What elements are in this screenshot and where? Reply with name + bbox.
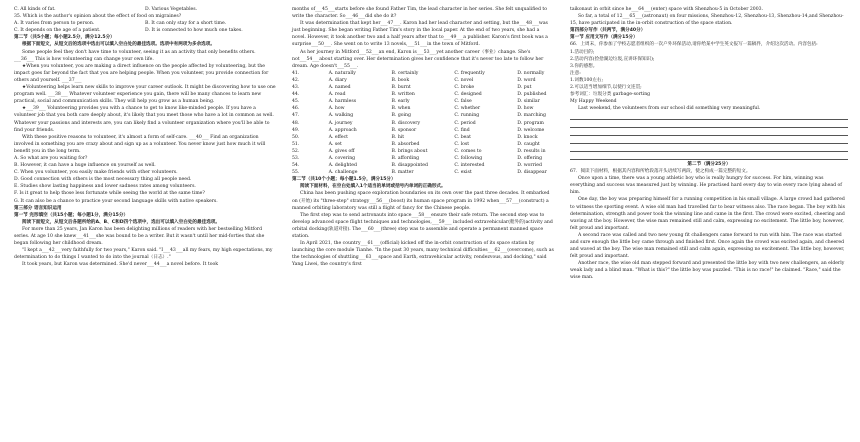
cloze-option: A. challenge (328, 170, 358, 176)
cloze-option-row (292, 127, 554, 134)
grammar-paragraph: So far, a total of 12___65___(astronaut) on four missions, Shenzhou-12, Shenzhou-13, Shenzhou-14,and Shenzhou-15, have participated in the in-orbit construction of the space station. (570, 14, 844, 27)
option-e: E. Studies show lasting happiness and lower sadness rates among volunteers. (14, 184, 196, 190)
cloze-option: B. book (391, 77, 410, 83)
cloze-option: C. beat (454, 134, 471, 140)
cloze-option: D. welcome (517, 127, 545, 133)
section-heading: 第二节（共10个小题；每小题1.5分，满分15分） (292, 177, 396, 183)
option-a: A. So what are you waiting for? (14, 155, 88, 161)
cloze-option-row (292, 84, 554, 91)
section-heading: 第一节 应用文写作（满分15分） (570, 35, 638, 41)
cloze-option: A. gives off (328, 148, 355, 154)
cloze-option: A. effect (328, 134, 349, 140)
answer-line (570, 112, 848, 120)
content-point: 2.活动内容(捡拾湖边垃圾,宣讲环保知识); (570, 56, 655, 62)
note-item: 参考词汇：垃圾分类 garbage-sorting (570, 92, 651, 98)
cloze-paragraph: It took years, but Karon was determined. She'd never___44___a novel before. It took (22, 262, 219, 268)
cloze-option-row (292, 77, 554, 84)
question-number: 49. (292, 127, 300, 133)
option-f: F. Is it great to help those less fortunate while seeing the world at the same time? (14, 191, 205, 197)
cloze-option: B. disappointed (391, 163, 428, 169)
cloze-option: B. going (391, 113, 411, 119)
cloze-option: D. knock (517, 134, 538, 140)
answer-line (570, 129, 848, 137)
q35-option-b: B. It can only stay for a short time. (145, 21, 227, 27)
cloze-option-row (292, 148, 554, 155)
option-c: C. When you volunteer, you easily make friends with other volunteers. (14, 170, 178, 176)
cloze-option: D. caught (517, 141, 540, 147)
cloze-option: D. disappear (517, 170, 547, 176)
question-number: 42. (292, 77, 300, 83)
essay-opening: Last weekend, the volunteers from our school did something very meaningful. (578, 106, 761, 112)
answer-line (570, 121, 848, 129)
cloze-option: C. false (454, 99, 472, 105)
cloze-option: D. published (517, 92, 547, 98)
cloze-option: C. period (454, 120, 476, 126)
passage-paragraph: ★When you volunteer, you are making a direct influence on the people affected by volunteering, but the impact goes far beyond the fact that you are helping people. When you volunteer, you provide connection for others and yourself. ___37___ (14, 63, 269, 83)
cloze-option: A. journey (328, 120, 353, 126)
cloze-option-row (292, 162, 554, 169)
cloze-option-row (292, 105, 554, 112)
cloze-option-row (292, 70, 554, 77)
cloze-option: C. comes to (454, 148, 482, 154)
section-heading: 第一节 完形填空（共15小题；每小题1分，满分15分） (14, 212, 129, 218)
cloze-option: D. normally (517, 70, 545, 76)
question-number: 48. (292, 120, 300, 126)
story-paragraph: A second race was called and two new young fit challengers came forward to run with him. The race was started and sure enough the little boy came through and finished first. Once again the crowd was excited again, and cheered and waved at the boy. The wise man remained still and calm again, expressing no excitement. The little boy, however, felt proud and important. (570, 232, 845, 260)
answer-line (570, 145, 848, 153)
cloze-option: B. hit (391, 134, 405, 140)
grammar-paragraph: The first step was to send astronauts into space___58___ensure their safe return. The second step was to develop advanced space flight techniques and technologies,___59___ included extravehicular(舱外的)activity and orbital docking(轨道对接). The___60___(three) step was to assemble and operate a permanent manned space station. (292, 212, 553, 239)
passage-paragraph: ★Volunteering helps learn new skills to improve your career outlook. It might be discovering how to use one program well. ___38___ Whatever volunteer experience you gain, there will be many chances to learn new practical, social and communication skills. They will help you grow as a human being. (14, 85, 276, 105)
cloze-option: C. frequently (454, 70, 485, 76)
note-item: 2.可以适当增加细节,以使行文连贯; (570, 85, 642, 91)
cloze-option: C. running (454, 113, 480, 119)
section-instructions: 阅读下面短文，从短文后各题所给的A、B、C和D四个选项中，选出可以填入空白处的最佳选项。 (22, 219, 220, 225)
cloze-option: C. interested (454, 163, 485, 169)
question-number: 51. (292, 141, 300, 147)
cloze-option: D. offering (517, 155, 543, 161)
writing-task-67: 67．阅读下面材料，根据其内容和所给段落开头语续写两段，使之构成一篇完整的短文。 (570, 169, 751, 175)
note-item: 1.词数100左右; (570, 77, 604, 83)
passage-paragraph: With these positive reasons to volunteer, it's almost a form of self-care. ___40___ Find an organization involved in something you are crazy about and sign up as a volunteer. You never know just how much it will benefit you in the long term. (14, 134, 266, 154)
answer-line (570, 137, 848, 145)
cloze-option-row (292, 169, 554, 176)
cloze-option: C. following (454, 155, 483, 161)
cloze-option: B. written (391, 92, 415, 98)
cloze-option: A. set (328, 141, 342, 147)
cloze-option-row (292, 141, 554, 148)
option-d: D. Good connection with others is the most necessary thing all people need. (14, 177, 192, 183)
cloze-option: D. how (517, 106, 534, 112)
question-number: 47. (292, 113, 300, 119)
story-paragraph: One day, the boy was preparing himself for a running competition in his small village. A large crowd had gathered to witness the sporting event. A wise old man had travelled far to bear witness also. The race began. The boy with his determination, strength and power took the winning line and came in the first. The crowd were excited, cheering and waving at the boy. However, the wise man remained still and calm, expressing no excitement. The little boy, however, felt proud and important. (570, 197, 845, 231)
cloze-option: D. results in (517, 148, 546, 154)
cloze-option: C. whether (454, 106, 481, 112)
cloze-option: D. similar (517, 99, 540, 105)
cloze-option: D. word (517, 77, 536, 83)
question-number: 44. (292, 92, 300, 98)
cloze-option: B. sponsor (391, 127, 417, 133)
cloze-option: B. burnt (391, 85, 411, 91)
cloze-option: B. when (391, 106, 411, 112)
column-middle (292, 6, 554, 268)
cloze-option: A. read (328, 92, 346, 98)
cloze-option: A. how (328, 106, 345, 112)
q34-option-d: D. Various Vegetables. (145, 7, 198, 12)
answer-line (570, 153, 848, 161)
q35-question: 35. Which is the author's opinion about the effect of food on migraines? (14, 14, 182, 20)
cloze-option: B. certainly (391, 70, 419, 76)
cloze-paragraph: As her journey in Mitford___52___an end, Karon is___53___yet another career（事业）change. She's not___54___about starting over. Her determination gives her confidence that it's never too late to follow her dream. Age doesn't___55___. (292, 49, 544, 69)
cloze-option: C. broke (454, 85, 475, 91)
q35-option-d: D. It is connected to how much one takes. (145, 28, 243, 34)
cloze-option: B. absorbed (391, 141, 420, 147)
cloze-options-list (292, 70, 554, 176)
answer-lines (570, 112, 848, 160)
column-left (14, 6, 276, 268)
option-b: B. However, it can have a huge influence on yourself as well. (14, 163, 156, 169)
cloze-option: A. delighted (328, 163, 357, 169)
cloze-option-row (292, 155, 554, 162)
section-heading: 第二节（共5小题；每小题2.5分，满分12.5分） (14, 35, 115, 41)
cloze-option: C. exist (454, 170, 472, 176)
q35-option-c: C. It depends on the age of a patient. (14, 28, 101, 34)
cloze-option-row (292, 120, 554, 127)
cloze-option: A. naturally (328, 70, 356, 76)
part-heading: 第四部分写作（共两节，满分40分） (570, 28, 646, 34)
grammar-paragraph: China has been pushing space exploration boundaries on its own over the past three decades. It embarked on (开始) its "three-step" strategy___56___(boost) its human space program in 1992 when___57___(construct) a manned orbiting laboratory was still a flight of fancy for the Chinese people. (292, 191, 550, 211)
q34-options (14, 6, 276, 13)
section-instructions: 阅读下面材料，在空白处填入1个适当的单词或括号内单词的正确形式。 (300, 184, 446, 190)
question-number: 54. (292, 163, 300, 169)
cloze-paragraph: "I kept a___42___very faithfully for two years," Karon said. "I___43___all my fears, my high expectations, my determination to do things I wanted to do into the journal（日志）." (14, 248, 273, 261)
content-point: 3.你的感想。 (570, 63, 598, 69)
cloze-option: A. walking (328, 113, 354, 119)
cloze-option: D. marching (517, 113, 546, 119)
grammar-paragraph: In April 2021, the country___61___(official) kicked off the in-orbit construction of its space station by launching the core module Tianhe. "In the past 30 years, many technical difficulties___62___(overcome), such as the technologies of shuttling___63___space and Earth, extravehicular activity, rendezvous, and docking," said Yang Liwei, the country's first (292, 241, 554, 268)
cloze-option-row (292, 134, 554, 141)
cloze-option: C. designed (454, 92, 482, 98)
cloze-option-row (292, 91, 554, 98)
column-right (570, 6, 848, 282)
cloze-option: D. worried (517, 163, 542, 169)
cloze-option: A. harmless (328, 99, 357, 105)
q35-options-ab (14, 20, 276, 27)
question-number: 55. (292, 170, 300, 176)
cloze-option: B. brings about (391, 148, 428, 154)
cloze-option: B. discovery (391, 120, 421, 126)
story-paragraph: Another race, the wise old man stepped forward and presented the little boy with two new challengers, an elderly weak lady and a blind man. "What is this?" the little boy was puzzled. "This is no race!" he claimed. "Race," said the wise man. (570, 261, 845, 281)
cloze-option: D. put (517, 85, 532, 91)
question-number: 52. (292, 148, 300, 154)
cloze-option: A. named (328, 85, 351, 91)
question-number: 53. (292, 155, 300, 161)
cloze-option: C. find (454, 127, 470, 133)
cloze-option: C. novel (454, 77, 474, 83)
q35-option-a: A. It varies from person to person. (14, 21, 95, 27)
cloze-option: A. approach (328, 127, 357, 133)
cloze-option-row (292, 98, 554, 105)
content-point: 1.活动目的; (570, 49, 595, 55)
question-number: 41. (292, 70, 300, 76)
cloze-option: B. affording (391, 155, 420, 161)
cloze-option: B. matter (391, 170, 414, 176)
question-number: 43. (292, 85, 300, 91)
cloze-paragraph: For more than 25 years, Jan Karon has been delighting millions of readers with her bestselling Mitford series. At age 10 she knew___41___she was bound to be a writer. But it wasn't until her mid-forties that she began following her childhood dream. (14, 226, 265, 247)
passage-paragraph: ★___39___ Volunteering provides you with a chance to get to know like-minded people. If you have a volunteer job that you both care deeply about, it's likely that you meet those who have a lot in common as well. Whatever your passions and interests are, you can likely find a volunteer organization where you'll be able to find your friends. (14, 106, 274, 133)
cloze-option-row (292, 112, 554, 119)
notes-label: 注意: (570, 70, 581, 76)
cloze-option: A. covering (328, 155, 356, 161)
essay-title: My Happy Weekend (570, 99, 617, 105)
passage-paragraph: Some people feel they don't have time to volunteer, seeing it as an activity that only benefits others. ___36___ This is how volunteering can change your own life. (14, 49, 256, 62)
cloze-option: A. diary (328, 77, 347, 83)
cloze-option: B. early (391, 99, 410, 105)
part-heading: 第三部分 语言知识运用 (14, 205, 62, 211)
q34-option-c: C. All kinds of fat. (14, 7, 56, 12)
section-instructions: 根据下面短文，从短文后的选项中选出可以填入空白处的最佳选项。选项中有两项为多余选项。 (22, 42, 215, 48)
grammar-paragraph: taikonaut in orbit since he___64___(enter) space with Shenzhou-5 in October 2003. (570, 7, 764, 12)
story-paragraph: Once upon a time, there was a young athletic boy who is really hungry for success. For him, winning was everything and success was measured just by winning. He practised hard every day to win every race lying ahead of him. (570, 176, 843, 196)
option-g: G. It can also be a chance to practice your second language skills with native speakers. (14, 198, 218, 204)
question-number: 46. (292, 106, 300, 112)
cloze-option: D. program (517, 120, 544, 126)
section-heading: 第二节（满分25分） (687, 161, 731, 167)
cloze-paragraph: months of___45___starts before she found Father Tim, the lead character in her series. She felt unqualified to write the character. So___46___did she do it? (292, 7, 548, 20)
question-number: 50. (292, 134, 300, 140)
question-number: 45. (292, 99, 300, 105)
cloze-option: C. lost (454, 141, 470, 147)
writing-task-66: 66．上周末，你参加了学校志愿者组织的一次户外环保活动,请你给某中学生英文报写一篇稿件，介绍这次活动。内容包括: (570, 42, 818, 48)
cloze-paragraph: It was determination that kept her___47___. Karon had her lead character and setting, but the___48___was just beginning. She began writing Father Tim's story in the local paper. At the end of two years, she had a novel. However, it took another two and a half years after that to___49___a publisher. Karon's first book was a surprise___50___. She went on to write 13 novels,___51___in the town of Mitford. (292, 21, 548, 48)
q35-options-cd (14, 27, 276, 34)
